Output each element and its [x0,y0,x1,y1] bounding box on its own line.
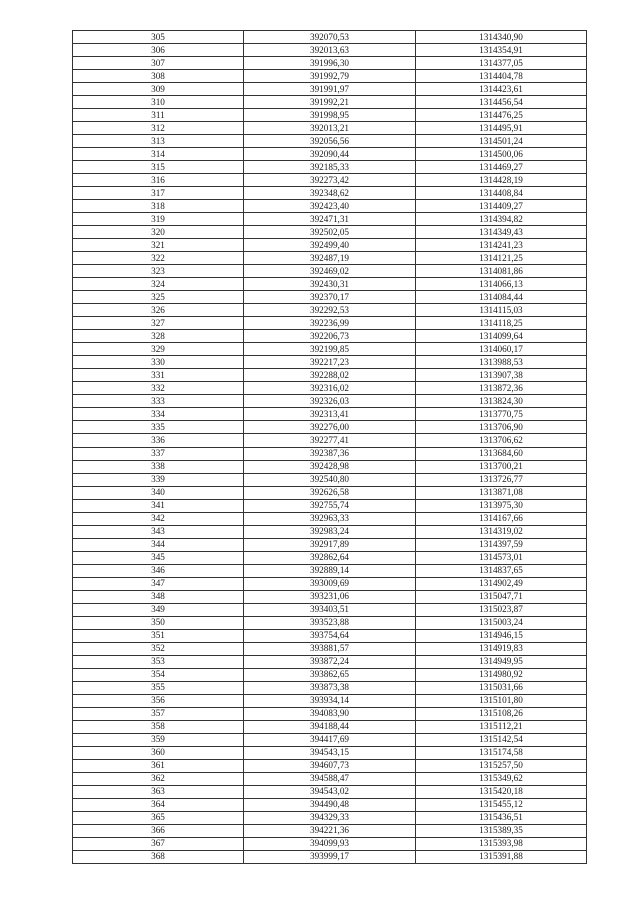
y-coordinate-cell: 1313871,08 [416,486,587,499]
point-number-cell: 367 [73,837,244,850]
point-number-cell: 355 [73,681,244,694]
x-coordinate-cell: 392540,80 [244,473,416,486]
y-coordinate-cell: 1314409,27 [416,200,587,213]
y-coordinate-cell: 1313706,62 [416,434,587,447]
point-number-cell: 310 [73,96,244,109]
y-coordinate-cell: 1314394,82 [416,213,587,226]
x-coordinate-cell: 392626,58 [244,486,416,499]
x-coordinate-cell: 392236,99 [244,317,416,330]
point-number-cell: 316 [73,174,244,187]
point-number-cell: 339 [73,473,244,486]
point-number-cell: 362 [73,772,244,785]
x-coordinate-cell: 392070,53 [244,31,416,44]
table-row [73,148,587,161]
y-coordinate-cell: 1314349,43 [416,226,587,239]
y-coordinate-cell: 1314902,49 [416,577,587,590]
point-number-cell: 333 [73,395,244,408]
point-number-cell: 349 [73,603,244,616]
point-number-cell: 326 [73,304,244,317]
table-row [73,642,587,655]
point-number-cell: 322 [73,252,244,265]
y-coordinate-cell: 1314423,61 [416,83,587,96]
y-coordinate-cell: 1313684,60 [416,447,587,460]
point-number-cell: 345 [73,551,244,564]
table-row [73,564,587,577]
x-coordinate-cell: 394490,48 [244,798,416,811]
y-coordinate-cell: 1315112,21 [416,720,587,733]
point-number-cell: 312 [73,122,244,135]
point-number-cell: 331 [73,369,244,382]
table-row [73,395,587,408]
table-row [73,733,587,746]
y-coordinate-cell: 1315389,35 [416,824,587,837]
y-coordinate-cell: 1314500,06 [416,148,587,161]
point-number-cell: 324 [73,278,244,291]
y-coordinate-cell: 1315174,58 [416,746,587,759]
y-coordinate-cell: 1314837,65 [416,564,587,577]
x-coordinate-cell: 392983,24 [244,525,416,538]
x-coordinate-cell: 392199,85 [244,343,416,356]
point-number-cell: 306 [73,44,244,57]
x-coordinate-cell: 391996,30 [244,57,416,70]
x-coordinate-cell: 393009,69 [244,577,416,590]
table-row [73,824,587,837]
table-row [73,499,587,512]
x-coordinate-cell: 393934,14 [244,694,416,707]
point-number-cell: 364 [73,798,244,811]
table-row [73,798,587,811]
point-number-cell: 338 [73,460,244,473]
point-number-cell: 358 [73,720,244,733]
table-row [73,265,587,278]
x-coordinate-cell: 392430,31 [244,278,416,291]
table-row [73,317,587,330]
table-row [73,252,587,265]
table-row [73,590,587,603]
x-coordinate-cell: 394607,73 [244,759,416,772]
table-row [73,720,587,733]
x-coordinate-cell: 393862,65 [244,668,416,681]
y-coordinate-cell: 1314319,02 [416,525,587,538]
table-row [73,330,587,343]
point-number-cell: 360 [73,746,244,759]
x-coordinate-cell: 392276,00 [244,421,416,434]
y-coordinate-cell: 1314084,44 [416,291,587,304]
table-row [73,83,587,96]
x-coordinate-cell: 393873,38 [244,681,416,694]
x-coordinate-cell: 392755,74 [244,499,416,512]
point-number-cell: 361 [73,759,244,772]
x-coordinate-cell: 391991,97 [244,83,416,96]
x-coordinate-cell: 392499,40 [244,239,416,252]
x-coordinate-cell: 393231,06 [244,590,416,603]
point-number-cell: 363 [73,785,244,798]
y-coordinate-cell: 1314121,25 [416,252,587,265]
table-row [73,174,587,187]
x-coordinate-cell: 392502,05 [244,226,416,239]
table-row [73,473,587,486]
table-row [73,681,587,694]
x-coordinate-cell: 392292,53 [244,304,416,317]
y-coordinate-cell: 1313726,77 [416,473,587,486]
y-coordinate-cell: 1314115,03 [416,304,587,317]
x-coordinate-cell: 394083,90 [244,707,416,720]
y-coordinate-cell: 1314060,17 [416,343,587,356]
point-number-cell: 365 [73,811,244,824]
y-coordinate-cell: 1315455,12 [416,798,587,811]
table-row [73,746,587,759]
x-coordinate-cell: 394188,44 [244,720,416,733]
point-number-cell: 340 [73,486,244,499]
point-number-cell: 318 [73,200,244,213]
table-row [73,837,587,850]
y-coordinate-cell: 1314408,84 [416,187,587,200]
point-number-cell: 335 [73,421,244,434]
table-row [73,239,587,252]
x-coordinate-cell: 392917,89 [244,538,416,551]
x-coordinate-cell: 392273,42 [244,174,416,187]
y-coordinate-cell: 1314081,86 [416,265,587,278]
point-number-cell: 317 [73,187,244,200]
point-number-cell: 305 [73,31,244,44]
y-coordinate-cell: 1314501,24 [416,135,587,148]
y-coordinate-cell: 1315108,26 [416,707,587,720]
coordinates-table [72,30,587,864]
table-row [73,486,587,499]
table-row [73,785,587,798]
table-row [73,707,587,720]
y-coordinate-cell: 1313907,38 [416,369,587,382]
x-coordinate-cell: 392862,64 [244,551,416,564]
table-row [73,213,587,226]
point-number-cell: 309 [73,83,244,96]
y-coordinate-cell: 1315257,50 [416,759,587,772]
table-row [73,694,587,707]
x-coordinate-cell: 393754,64 [244,629,416,642]
y-coordinate-cell: 1314476,25 [416,109,587,122]
point-number-cell: 330 [73,356,244,369]
y-coordinate-cell: 1313975,30 [416,499,587,512]
table-row [73,460,587,473]
point-number-cell: 348 [73,590,244,603]
point-number-cell: 325 [73,291,244,304]
table-row [73,226,587,239]
point-number-cell: 311 [73,109,244,122]
table-row [73,70,587,83]
x-coordinate-cell: 392423,40 [244,200,416,213]
x-coordinate-cell: 392471,31 [244,213,416,226]
y-coordinate-cell: 1314428,19 [416,174,587,187]
table-row [73,31,587,44]
y-coordinate-cell: 1314354,91 [416,44,587,57]
table-row [73,551,587,564]
y-coordinate-cell: 1314404,78 [416,70,587,83]
table-row [73,343,587,356]
y-coordinate-cell: 1314397,59 [416,538,587,551]
y-coordinate-cell: 1315349,62 [416,772,587,785]
table-row [73,278,587,291]
point-number-cell: 315 [73,161,244,174]
x-coordinate-cell: 392326,03 [244,395,416,408]
table-row [73,577,587,590]
table-row [73,811,587,824]
x-coordinate-cell: 392185,33 [244,161,416,174]
y-coordinate-cell: 1314949,95 [416,655,587,668]
y-coordinate-cell: 1314573,01 [416,551,587,564]
table-row [73,161,587,174]
table-row [73,356,587,369]
y-coordinate-cell: 1314469,27 [416,161,587,174]
table-row [73,291,587,304]
x-coordinate-cell: 392217,23 [244,356,416,369]
table-row [73,434,587,447]
point-number-cell: 350 [73,616,244,629]
table-row [73,408,587,421]
point-number-cell: 343 [73,525,244,538]
point-number-cell: 352 [73,642,244,655]
table-row [73,629,587,642]
x-coordinate-cell: 392013,63 [244,44,416,57]
point-number-cell: 319 [73,213,244,226]
x-coordinate-cell: 394588,47 [244,772,416,785]
point-number-cell: 334 [73,408,244,421]
point-number-cell: 337 [73,447,244,460]
y-coordinate-cell: 1315003,24 [416,616,587,629]
point-number-cell: 344 [73,538,244,551]
y-coordinate-cell: 1314377,05 [416,57,587,70]
point-number-cell: 314 [73,148,244,161]
point-number-cell: 357 [73,707,244,720]
x-coordinate-cell: 394543,02 [244,785,416,798]
x-coordinate-cell: 393403,51 [244,603,416,616]
x-coordinate-cell: 394221,36 [244,824,416,837]
point-number-cell: 308 [73,70,244,83]
point-number-cell: 341 [73,499,244,512]
y-coordinate-cell: 1314495,91 [416,122,587,135]
x-coordinate-cell: 391992,21 [244,96,416,109]
point-number-cell: 329 [73,343,244,356]
table-row [73,616,587,629]
point-number-cell: 356 [73,694,244,707]
x-coordinate-cell: 394099,93 [244,837,416,850]
table-row [73,759,587,772]
x-coordinate-cell: 392277,41 [244,434,416,447]
table-row [73,538,587,551]
table-row [73,603,587,616]
x-coordinate-cell: 393523,88 [244,616,416,629]
y-coordinate-cell: 1313988,53 [416,356,587,369]
y-coordinate-cell: 1315393,98 [416,837,587,850]
table-row [73,96,587,109]
x-coordinate-cell: 392387,36 [244,447,416,460]
x-coordinate-cell: 392316,02 [244,382,416,395]
y-coordinate-cell: 1315023,87 [416,603,587,616]
point-number-cell: 328 [73,330,244,343]
x-coordinate-cell: 392469,02 [244,265,416,278]
point-number-cell: 351 [73,629,244,642]
point-number-cell: 320 [73,226,244,239]
point-number-cell: 354 [73,668,244,681]
table-row [73,122,587,135]
x-coordinate-cell: 391998,95 [244,109,416,122]
point-number-cell: 327 [73,317,244,330]
point-number-cell: 353 [73,655,244,668]
point-number-cell: 336 [73,434,244,447]
y-coordinate-cell: 1315047,71 [416,590,587,603]
point-number-cell: 332 [73,382,244,395]
coordinates-table-body [73,31,587,864]
table-row [73,655,587,668]
x-coordinate-cell: 394329,33 [244,811,416,824]
y-coordinate-cell: 1314946,15 [416,629,587,642]
y-coordinate-cell: 1313872,36 [416,382,587,395]
table-row [73,525,587,538]
y-coordinate-cell: 1314980,92 [416,668,587,681]
y-coordinate-cell: 1313700,21 [416,460,587,473]
table-row [73,668,587,681]
point-number-cell: 346 [73,564,244,577]
point-number-cell: 366 [73,824,244,837]
x-coordinate-cell: 393881,57 [244,642,416,655]
x-coordinate-cell: 391992,79 [244,70,416,83]
table-row [73,421,587,434]
table-row [73,57,587,70]
x-coordinate-cell: 392313,41 [244,408,416,421]
point-number-cell: 323 [73,265,244,278]
y-coordinate-cell: 1314066,13 [416,278,587,291]
y-coordinate-cell: 1315142,54 [416,733,587,746]
table-row [73,135,587,148]
y-coordinate-cell: 1314099,64 [416,330,587,343]
table-row [73,850,587,863]
y-coordinate-cell: 1314919,83 [416,642,587,655]
point-number-cell: 368 [73,850,244,863]
x-coordinate-cell: 393999,17 [244,850,416,863]
y-coordinate-cell: 1315436,51 [416,811,587,824]
point-number-cell: 359 [73,733,244,746]
table-row [73,447,587,460]
x-coordinate-cell: 394417,69 [244,733,416,746]
point-number-cell: 321 [73,239,244,252]
table-row [73,369,587,382]
x-coordinate-cell: 392348,62 [244,187,416,200]
y-coordinate-cell: 1314118,25 [416,317,587,330]
point-number-cell: 342 [73,512,244,525]
x-coordinate-cell: 392487,19 [244,252,416,265]
x-coordinate-cell: 392889,14 [244,564,416,577]
table-row [73,109,587,122]
y-coordinate-cell: 1314241,23 [416,239,587,252]
x-coordinate-cell: 392013,21 [244,122,416,135]
y-coordinate-cell: 1315101,80 [416,694,587,707]
table-row [73,44,587,57]
x-coordinate-cell: 392206,73 [244,330,416,343]
point-number-cell: 307 [73,57,244,70]
table-row [73,304,587,317]
x-coordinate-cell: 392288,02 [244,369,416,382]
x-coordinate-cell: 392963,33 [244,512,416,525]
x-coordinate-cell: 393872,24 [244,655,416,668]
y-coordinate-cell: 1314340,90 [416,31,587,44]
table-row [73,200,587,213]
x-coordinate-cell: 394543,15 [244,746,416,759]
table-row [73,382,587,395]
table-row [73,512,587,525]
y-coordinate-cell: 1315391,88 [416,850,587,863]
x-coordinate-cell: 392428,98 [244,460,416,473]
y-coordinate-cell: 1313706,90 [416,421,587,434]
y-coordinate-cell: 1313824,30 [416,395,587,408]
x-coordinate-cell: 392370,17 [244,291,416,304]
table-row [73,187,587,200]
y-coordinate-cell: 1314456,54 [416,96,587,109]
point-number-cell: 313 [73,135,244,148]
table-row [73,772,587,785]
point-number-cell: 347 [73,577,244,590]
x-coordinate-cell: 392056,56 [244,135,416,148]
y-coordinate-cell: 1315031,66 [416,681,587,694]
y-coordinate-cell: 1315420,18 [416,785,587,798]
x-coordinate-cell: 392090,44 [244,148,416,161]
y-coordinate-cell: 1314167,66 [416,512,587,525]
y-coordinate-cell: 1313770,75 [416,408,587,421]
